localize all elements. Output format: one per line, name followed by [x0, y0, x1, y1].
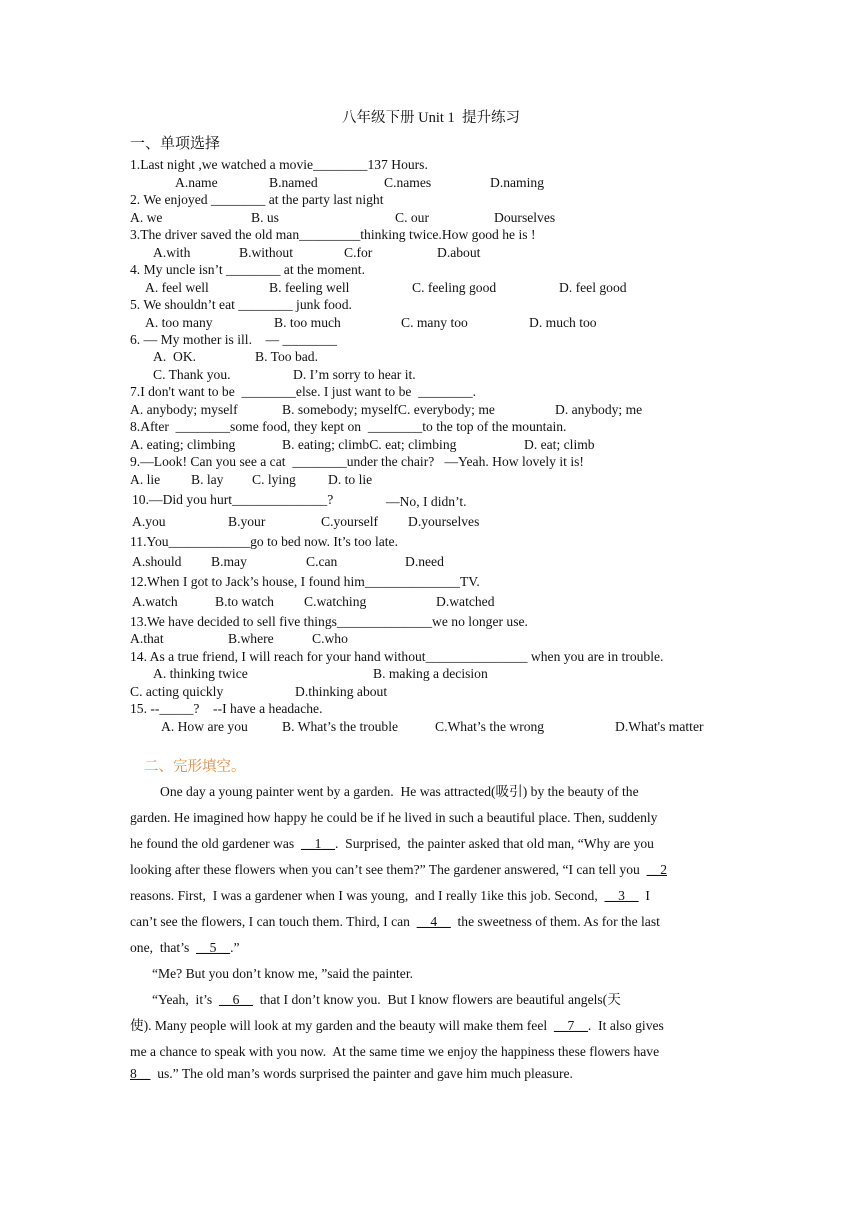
option: B. somebody; myselfC. everybody; me — [282, 402, 495, 417]
option: B. eating; climbC. eat; climbing — [282, 437, 457, 452]
blank-8: 8__ — [130, 1066, 151, 1081]
option: A.that — [130, 631, 164, 646]
option: A. thinking twice — [153, 666, 248, 681]
option: A.should — [132, 554, 182, 569]
option: B.named — [269, 175, 318, 190]
option: Dourselves — [494, 210, 556, 225]
question-8: 8.After ________some food, they kept on ________to the top of the mountain. — [130, 419, 567, 434]
passage-line: 8__ us.” The old man’s words surprised the painter and gave him much pleasure. — [130, 1066, 573, 1081]
question-15: 15. --_____? --I have a headache. — [130, 701, 323, 716]
question-2: 2. We enjoyed ________ at the party last night — [130, 192, 384, 207]
option: C.names — [384, 175, 432, 190]
option: C.What’s the wrong — [435, 719, 545, 734]
option: C. acting quickly — [130, 684, 224, 699]
option: A. feel well — [145, 280, 209, 295]
option: D. feel good — [559, 280, 627, 295]
passage-line: 使). Many people will look at my garden and the beauty will make them feel __7__. It also gives — [130, 1018, 664, 1033]
passage-line: can’t see the flowers, I can touch them. Third, I can __4__ the sweetness of them. As for the last — [130, 914, 660, 929]
blank-7: __7__ — [553, 1018, 588, 1033]
passage-line: garden. He imagined how happy he could be if he lived in such a beautiful place. Then, suddenly — [130, 810, 658, 825]
option: C. lying — [252, 472, 296, 487]
option: D. eat; climb — [524, 437, 595, 452]
option: B. feeling well — [269, 280, 350, 295]
option: D. I’m sorry to hear it. — [293, 367, 416, 382]
option: D. to lie — [328, 472, 373, 487]
question-10: 10.—Did you hurt______________? — [132, 492, 334, 507]
option: C. feeling good — [412, 280, 497, 295]
option: B. too much — [274, 315, 341, 330]
option: D.watched — [436, 594, 495, 609]
passage-line: One day a young painter went by a garden. He was attracted(吸引) by the beauty of the — [160, 784, 639, 799]
section-heading-cloze: 二、完形填空。 — [144, 759, 246, 775]
question-13: 13.We have decided to sell five things______________we no longer use. — [130, 614, 528, 629]
question-12: 12.When I got to Jack’s house, I found him______________TV. — [130, 574, 480, 589]
option: D.about — [437, 245, 481, 260]
option: B. lay — [191, 472, 224, 487]
option: A. we — [130, 210, 163, 225]
question-1: 1.Last night ,we watched a movie________137 Hours. — [130, 157, 428, 172]
option: B. making a decision — [373, 666, 488, 681]
question-9: 9.—Look! Can you see a cat ________under the chair? —Yeah. How lovely it is! — [130, 454, 584, 469]
section-heading-single-choice: 一、单项选择 — [130, 136, 221, 152]
blank-3: __3__ — [604, 888, 639, 903]
option: B.your — [228, 514, 266, 529]
question-11: 11.You____________go to bed now. It’s too late. — [130, 534, 398, 549]
question-5: 5. We shouldn’t eat ________ junk food. — [130, 297, 352, 312]
option: A.name — [175, 175, 218, 190]
question-4: 4. My uncle isn’t ________ at the moment. — [130, 262, 365, 277]
option: A. lie — [130, 472, 161, 487]
option: A.watch — [132, 594, 178, 609]
option: D.naming — [490, 175, 544, 190]
passage-line: “Yeah, it’s __6__ that I don’t know you. But I know flowers are beautiful angels(天 — [152, 992, 621, 1007]
option: C.for — [344, 245, 373, 260]
option: C.yourself — [321, 514, 379, 529]
option: C.can — [306, 554, 338, 569]
option: B. Too bad. — [255, 349, 318, 364]
passage-line: one, that’s __5__.” — [130, 940, 240, 955]
option: B.to watch — [215, 594, 274, 609]
option: B. What’s the trouble — [282, 719, 399, 734]
option: D.What's matter — [615, 719, 704, 734]
blank-4: __4__ — [416, 914, 451, 929]
question-6: 6. — My mother is ill. — ________ — [130, 332, 337, 347]
blank-6: __6__ — [218, 992, 253, 1007]
option: D. much too — [529, 315, 597, 330]
option: C. our — [395, 210, 429, 225]
page-title: 八年级下册 Unit 1 提升练习 — [342, 110, 521, 126]
passage-line: he found the old gardener was __1__. Surprised, the painter asked that old man, “Why are you — [130, 836, 654, 851]
option: D. anybody; me — [555, 402, 643, 417]
question-14: 14. As a true friend, I will reach for your hand without_______________ when you are in trouble. — [130, 649, 664, 664]
option: C. many too — [401, 315, 468, 330]
option: A.you — [132, 514, 166, 529]
question-3: 3.The driver saved the old man_________thinking twice.How good he is ! — [130, 227, 536, 242]
option: B. us — [251, 210, 279, 225]
option: B.where — [228, 631, 274, 646]
blank-1: __1__ — [301, 836, 335, 851]
option: C.who — [312, 631, 348, 646]
option: A.with — [153, 245, 191, 260]
option: D.yourselves — [408, 514, 480, 529]
option: B.without — [239, 245, 294, 260]
question-10-reply: —No, I didn’t. — [386, 494, 467, 509]
question-7: 7.I don't want to be ________else. I just want to be ________. — [130, 384, 477, 399]
passage-line: reasons. First, I was a gardener when I was young, and I really 1ike this job. Second, __3__ I — [130, 888, 650, 903]
blank-5: __5__ — [196, 940, 231, 955]
option: A. How are you — [161, 719, 248, 734]
option: C.watching — [304, 594, 367, 609]
passage-line: looking after these flowers when you can’t see them?” The gardener answered, “I can tell you __2 — [130, 862, 667, 877]
option: A. anybody; myself — [130, 402, 238, 417]
option: A. too many — [145, 315, 213, 330]
option: D.need — [405, 554, 444, 569]
option: D.thinking about — [295, 684, 388, 699]
passage-line: me a chance to speak with you now. At the same time we enjoy the happiness these flowers have — [130, 1044, 660, 1059]
option: C. Thank you. — [153, 367, 231, 382]
option: B.may — [211, 554, 247, 569]
option: A. OK. — [153, 349, 197, 364]
option: A. eating; climbing — [130, 437, 236, 452]
passage-line: “Me? But you don’t know me, ”said the painter. — [152, 966, 413, 981]
blank-2: __2 — [646, 862, 667, 877]
